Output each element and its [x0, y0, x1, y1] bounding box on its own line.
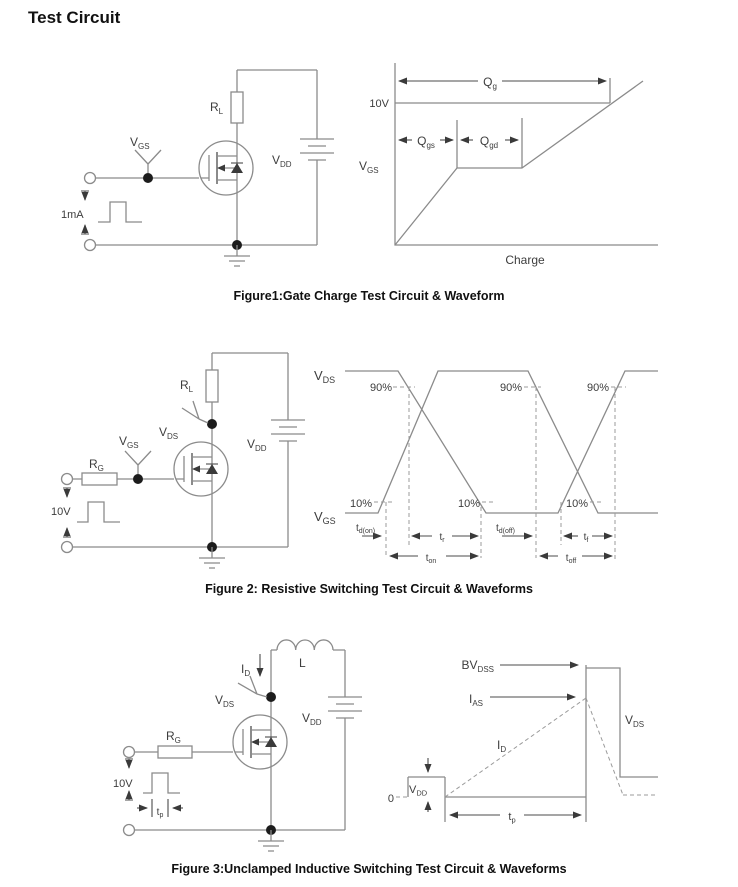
v10-label: 10V — [369, 98, 389, 110]
terminal-bottom — [62, 542, 73, 553]
fig1-circuit — [61, 70, 334, 266]
terminal-bottom — [124, 825, 135, 836]
boundary-ticks — [457, 78, 610, 168]
axes — [395, 63, 658, 245]
figure2-diagram — [0, 345, 738, 580]
vds-curve-label: $V_{DS}$ — [625, 713, 645, 729]
inductor-label: L — [299, 656, 306, 670]
voltage-pulse-source — [125, 759, 180, 800]
qgs-label: $Q_{gs}$ — [417, 134, 435, 150]
charge-axis-label: Charge — [505, 253, 545, 267]
vds-trace — [586, 668, 658, 777]
id-dashed-trace — [445, 698, 655, 797]
pulse-waveform-icon — [77, 502, 120, 522]
tp-span-label: $t_p$ — [508, 811, 516, 825]
vdd-label: $V_{DD}$ — [247, 437, 267, 453]
resistor-rl — [206, 370, 218, 402]
current-pulse-source — [81, 191, 142, 234]
fig1-waveform — [359, 63, 658, 267]
vds-axis-label: $V_{DS}$ — [314, 368, 336, 385]
pulse-voltage-label: 10V — [51, 506, 71, 518]
td-on-label: $t_{d(on)}$ — [356, 523, 376, 535]
figure2-caption: Figure 2: Resistive Switching Test Circuit & Waveforms — [205, 582, 533, 596]
qgd-label: $Q_{gd}$ — [479, 134, 499, 150]
vgs-label: $V_{GS}$ — [130, 135, 150, 151]
vds-label: $V_{DS}$ — [215, 693, 235, 709]
gate-node-dot — [133, 474, 143, 484]
resistor-rg — [158, 746, 192, 758]
figure1-diagram — [0, 55, 738, 290]
drain-node-dot — [207, 419, 217, 429]
gate-node-dot — [143, 173, 153, 183]
pulse-waveform-icon — [143, 773, 180, 793]
tp-label: $t_p$ — [156, 807, 164, 819]
tr-label: $t_r$ — [439, 532, 445, 544]
figure3-diagram — [0, 620, 738, 887]
terminal-top — [124, 747, 135, 758]
inductor-symbol — [277, 640, 333, 650]
terminal-top — [62, 474, 73, 485]
vgs-axis-label: $V_{GS}$ — [314, 509, 336, 526]
zero-label: 0 — [387, 793, 394, 805]
vds-label: $V_{DS}$ — [159, 425, 179, 441]
p90-label-2: 90% — [499, 382, 522, 394]
td-off-label: $t_{d(off)}$ — [496, 523, 515, 535]
resistor-rg — [82, 473, 117, 485]
vgs-probe — [125, 451, 151, 474]
vdd-label: $V_{DD}$ — [272, 153, 292, 169]
bvdss-label: $BV_{DSS}$ — [461, 658, 494, 674]
ground-symbol — [199, 547, 225, 568]
vgs-label: $V_{GS}$ — [119, 434, 139, 450]
fig2-waveform — [314, 368, 658, 565]
vdd-label: $V_{DD}$ — [302, 711, 322, 727]
vgs-axis-label: $V_{GS}$ — [359, 159, 379, 175]
pulse-voltage-label: 10V — [113, 778, 133, 790]
figure3-caption: Figure 3:Unclamped Inductive Switching Test Circuit & Waveforms — [171, 862, 567, 876]
timing-dimensions — [362, 536, 612, 556]
ton-label: $t_{on}$ — [425, 553, 437, 565]
fig2-circuit — [51, 353, 305, 568]
rg-label: $R_G$ — [89, 457, 104, 473]
resistor-rl — [231, 92, 243, 123]
p10-label-3: 10% — [565, 498, 588, 510]
battery-vdd — [328, 697, 362, 718]
battery-vdd — [300, 139, 334, 160]
ground-symbol — [224, 245, 250, 266]
battery-vdd — [271, 420, 305, 441]
terminal-bottom — [85, 240, 96, 251]
rg-label: $R_G$ — [166, 729, 181, 745]
p90-label-3: 90% — [586, 382, 609, 394]
p10-label-2: 10% — [457, 498, 480, 510]
id-curve-label: $I_D$ — [497, 738, 507, 754]
fig3-waveform — [388, 658, 658, 825]
voltage-pulse-source — [63, 488, 120, 537]
id-label: $I_D$ — [241, 662, 251, 678]
figure1-caption: Figure1:Gate Charge Test Circuit & Waveform — [233, 289, 505, 303]
page-title: Test Circuit — [28, 8, 121, 27]
vds-probe — [182, 401, 208, 423]
drain-node-dot — [266, 692, 276, 702]
terminal-top — [85, 173, 96, 184]
pulse-waveform-icon — [98, 202, 142, 222]
qg-label: $Q_g$ — [483, 75, 497, 91]
toff-label: $t_{off}$ — [565, 553, 577, 565]
rl-label: $R_L$ — [180, 378, 194, 394]
ground-symbol — [258, 830, 284, 851]
vgs-probe — [135, 150, 161, 173]
p90-label-1: 90% — [369, 382, 392, 394]
vdd-level-label: $V_{DD}$ — [409, 784, 428, 798]
vds-probe — [238, 676, 267, 697]
ias-label: $I_{AS}$ — [468, 692, 483, 708]
tf-label: $t_f$ — [583, 532, 589, 544]
fig3-circuit — [113, 640, 362, 851]
vgs-curve — [395, 81, 643, 245]
pulse-current-label: 1mA — [61, 209, 84, 221]
p10-label-1: 10% — [349, 498, 372, 510]
rl-label: $R_L$ — [210, 100, 224, 116]
